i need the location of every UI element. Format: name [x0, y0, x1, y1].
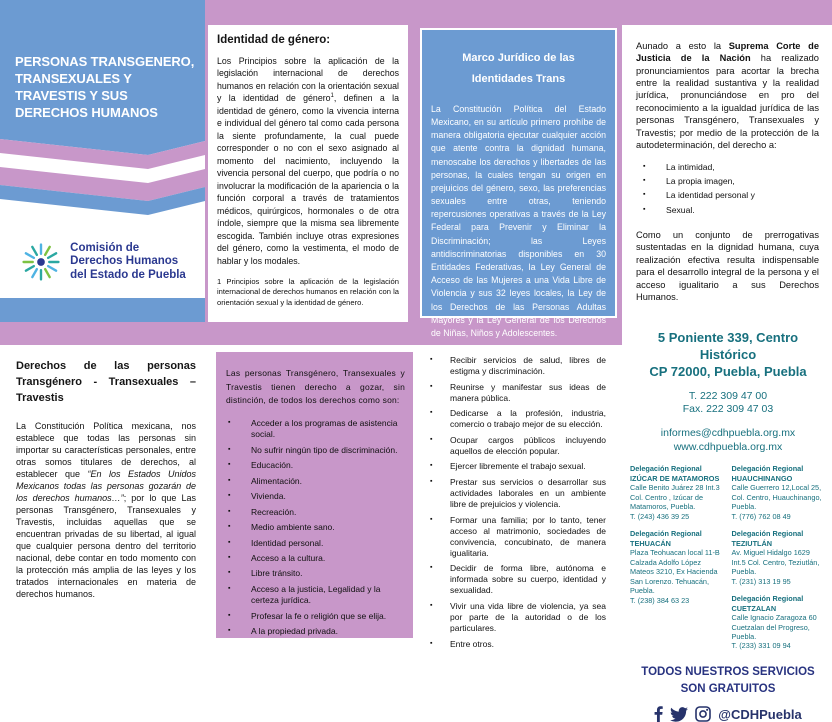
rights-intro-title: Derechos de las personas Transgénero - Transexuales – Travestis — [16, 360, 196, 404]
delegations-left-column — [630, 464, 725, 659]
scjn-right-item: ▪ La intimidad, — [636, 162, 819, 174]
rights-list-panel — [216, 352, 413, 638]
rights-list-item: ▪ Acceso a la cultura. — [226, 553, 405, 564]
rights-list-item: ▪ Libre tránsito. — [226, 568, 405, 579]
scjn-right-item: ▪ La propia imagen, — [636, 176, 819, 188]
rights-list-item: ▪ Identidad personal. — [226, 538, 405, 549]
rights-intro-pre: La Constitución Política mexicana, nos establece que todas las personas sin importar su características personales, entre otras somos titulares de derechos, al establecer que — [16, 420, 196, 479]
delegation-address: Calle Guerrero 12,Local 25, Col. Centro, Huauchinango, Puebla. — [731, 483, 822, 512]
services-line1: TODOS NUESTROS SERVICIOS — [641, 665, 815, 678]
rights-list2-item: ▪ Ocupar cargos públicos incluyendo aquellos de elección popular. — [423, 435, 606, 457]
free-services-notice — [630, 664, 826, 697]
delegation-phone: T. (233) 331 09 94 — [731, 641, 791, 651]
delegation-entry — [732, 529, 827, 586]
twitter-icon — [670, 707, 688, 722]
org-name-line2: Derechos Humanos — [70, 255, 179, 268]
rights-list-item: ▪ Vivienda. — [226, 491, 405, 502]
rights-intro-post: ; por lo que Las personas Transgénero, Transexuales y Travestis, incluidas aquellas que se encuentran privadas de su libertad, al igual que cualquier persona dentro del territorio nacional, debe contar en todo momento con la protección más amplia de las leyes y los tratados internacionales en materia de derechos humanos. — [16, 493, 196, 600]
rights-list2-item: ▪ Prestar sus servicios o desarrollar sus actividades laborales en un ambiente libre de prejuicios y violencia. — [423, 477, 606, 510]
rights-list-item: ▪ Profesar la fe o religión que se elija. — [226, 611, 405, 622]
delegation-phone: T. (243) 436 39 25 — [630, 511, 690, 521]
identity-body — [217, 55, 399, 267]
address-line1: 5 Poniente 339, Centro Histórico — [657, 330, 799, 362]
delegation-entry — [630, 464, 725, 521]
org-logo — [0, 226, 205, 298]
delegation-name: HUAUCHINANGO — [731, 473, 793, 483]
cover-blue-block — [0, 0, 205, 138]
rights-list2-panel — [415, 345, 622, 649]
scjn-right-item: ▪ La identidad personal y — [636, 190, 819, 202]
delegation-name: IZÚCAR DE MATAMOROS — [630, 473, 720, 483]
delegation-address: Plaza Teohuacan local 11-B Calzada Adolfo López Mateos 3210, Ex Hacienda San Lorenzo. Tehuacán, Puebla. — [630, 548, 720, 596]
identity-body-pre: Los Principios sobre la aplicación de la legislación internacional de derechos humanos en relación con la orientación sexual y la identidad de género — [217, 56, 399, 104]
rights-list-item: ▪ No sufrir ningún tipo de discriminación. — [226, 445, 405, 456]
rights-list-2 — [423, 355, 606, 650]
delegation-phone: T. (776) 762 08 49 — [731, 511, 791, 521]
rights-list2-item: ▪ Vivir una vida libre de violencia, ya sea por parte de la autoridad o de los particulares. — [423, 601, 606, 634]
delegation-phone: T. (238) 384 63 23 — [630, 595, 690, 605]
trans-flag-chevron — [0, 138, 205, 226]
rights-intro-panel — [0, 345, 205, 643]
rights-list2-item: ▪ Reunirse y manifestar sus ideas de manera pública. — [423, 382, 606, 404]
legal-blue-box — [420, 28, 617, 338]
delegation-header: Delegación Regional — [731, 594, 804, 604]
rights-list-item: ▪ A la propiedad privada. — [226, 626, 405, 637]
org-name-line1: Comisión de — [70, 241, 140, 254]
instagram-icon — [695, 706, 711, 722]
rights-list2-item: ▪ Recibir servicios de salud, libres de estigma y discriminación. — [423, 355, 606, 377]
rights-list2-item: ▪ Ejercer libremente el trabajo sexual. — [423, 461, 606, 472]
delegation-header: Delegación Regional — [630, 464, 702, 474]
delegation-entry — [732, 594, 827, 651]
delegation-address: Calle Ignacio Zaragoza 60 Cuetzalan del Progreso, Puebla. — [731, 613, 817, 641]
constitution-quote: “En los Estados Unidos Mexicanos todas las personas gozarán de los derechos humanos…” — [16, 469, 197, 504]
identity-title: Identidad de género: — [217, 34, 331, 46]
brochure-title: PERSONAS TRANSGENERO, TRANSEXUALES Y TRAVESTIS Y SUS DERECHOS HUMANOS — [15, 54, 195, 120]
delegation-address: Av. Miguel Hidalgo 1629 Int.5 Col. Centro, Teziutlán, Puebla. — [731, 548, 820, 577]
delegation-header: Delegación Regional — [731, 464, 804, 474]
scjn-rights-list — [636, 162, 819, 216]
address-line2: CP 72000, Puebla, Puebla — [649, 363, 807, 379]
scjn-right-item: ▪ Sexual. — [636, 205, 819, 217]
scjn-p1-bold: Suprema Corte de Justicia de la Nación — [636, 41, 819, 64]
rights-list-item: ▪ Alimentación. — [226, 476, 405, 487]
rights-list-item: ▪ Educación. — [226, 460, 405, 471]
rights-list-item: ▪ Acceso a la justicia, Legalidad y la certeza jurídica. — [226, 584, 405, 607]
identity-footnote: 1 Principios sobre la aplicación de la legislación internacional de derechos humanos en relación con la orientación sexual y la identidad de género. — [217, 277, 399, 307]
website-url: www.cdhpuebla.org.mx — [673, 440, 783, 453]
address-block — [630, 330, 826, 381]
delegation-entry — [732, 464, 827, 521]
delegation-name: CUETZALAN — [731, 603, 777, 613]
identity-white-box — [208, 25, 408, 322]
identity-body-post: , definen a la identidad de género, como la vivencia interna e individual del género tal como cada persona la siente profundamente, la cual puede corresponder o no con el sexo asignado al momento del nacimiento, incluyendo la vivencia personal del cuerpo, que podría o no involucrar la modificación de la apariencia o la función corporal a través de tratamientos médicos, quirúrgicos, hormonales o de otra índole, siempre que la misma sea libremente escogida. También incluye otras expresiones del género, como la vestimenta, el modo de hablar y los modales. — [217, 93, 399, 266]
cover-bottom-blue-band — [0, 298, 205, 322]
delegations-right-column — [732, 464, 827, 659]
rights-list — [226, 418, 405, 638]
rights-list-item: ▪ Acceder a los programas de asistencia social. — [226, 418, 405, 441]
facebook-icon — [654, 706, 663, 722]
scjn-p1-post: ha realizado pronunciamientos para acortar la brecha entre la realidad sustantiva y la realidad jurídica, pronunciándose en pro del reconocimiento a la igualdad jurídica de las personas Transgénero, Transexuales y Travestis; por medio de la protección de la autodeterminación, del derecho a: — [636, 53, 819, 150]
delegation-phone: T. (231) 313 19 95 — [731, 576, 791, 586]
phone-block — [630, 390, 826, 417]
rights-list-item: ▪ Medio ambiente sano. — [226, 522, 405, 533]
social-media-row — [630, 706, 826, 722]
scjn-panel — [622, 25, 832, 322]
delegation-name: TEZIUTLÁN — [731, 538, 773, 548]
contact-panel — [622, 322, 832, 722]
rights-list2-item: ▪ Dedicarse a la profesión, industria, comercio o trabajo mejor de su elección. — [423, 408, 606, 430]
rights-list2-item: ▪ Entre otros. — [423, 639, 606, 650]
online-contact-block — [630, 427, 826, 454]
delegation-entry — [630, 529, 725, 605]
rights-list2-item: ▪ Decidir de forma libre, autónoma e informada sobre su cuerpo, identidad y sexualidad. — [423, 563, 606, 596]
rights-list-intro: Las personas Transgénero, Transexuales y Travestis tienen derecho a gozar, sin distinción, de todos los derechos como son: — [226, 368, 405, 406]
delegation-address: Calle Benito Juárez 28 Int.3 Col. Centro , Izúcar de Matamoros, Puebla. — [630, 483, 720, 512]
delegation-header: Delegación Regional — [731, 529, 804, 539]
scjn-p1-pre: Aunado a esto la — [636, 41, 729, 51]
delegation-name: TEHUACÁN — [630, 538, 671, 548]
org-name-line3: del Estado de Puebla — [70, 268, 186, 281]
legal-title: Marco Jurídico de las Identidades Trans — [462, 52, 575, 85]
fax-number: Fax. 222 309 47 03 — [682, 403, 774, 416]
social-handle: @CDHPuebla — [718, 706, 802, 722]
footnote-marker: 1 — [330, 93, 334, 100]
legal-body: La Constitución Política del Estado Mexicano, en su artículo primero prohíbe de manera obligatoria ejecutar cualquier acción que atente contra la dignidad humana, menoscabe los derechos y libertades de las personas, la cuales tengan su origen en prejuicios del género, sexo, las preferencias sexuales entre otras, teniendo repercusiones operativas a través de la Ley Federal para Prevenir y Eliminar la Discriminación; las Leyes antidiscriminatorias disponibles en 30 Entidades Federativas, la Ley General de Acceso de las Mujeres a una Vida Libre de Violencia y sus 32 leyes locales, la Ley de los Derechos de las Personas Adultas Mayores y la Ley General de los Derechos de Niñas, Niños y Adolescentes. — [431, 103, 606, 338]
rights-list2-item: ▪ Formar una familia; por lo tanto, tener acceso al matrimonio, sociedades de convivencia, concubinato, de manera igualitaria. — [423, 515, 606, 559]
scjn-paragraph-2: Como un conjunto de prerrogativas sustentadas en la dignidad humana, cuya realización efectiva resulta indispensable para el desarrollo integral de la persona y el acceso igualitario a sus Derechos Humanos. — [636, 230, 819, 302]
rights-intro-body — [16, 420, 196, 601]
services-line2: SON GRATUITOS — [680, 682, 776, 695]
org-name — [70, 242, 186, 283]
regional-delegations — [630, 464, 826, 659]
phone-number: T. 222 309 47 00 — [688, 389, 768, 402]
scjn-paragraph-1 — [636, 40, 819, 151]
delegation-header: Delegación Regional — [630, 529, 702, 539]
rights-list-item: ▪ Recreación. — [226, 507, 405, 518]
starburst-logo-icon — [19, 240, 63, 284]
email-address: informes@cdhpuebla.org.mx — [660, 426, 796, 439]
